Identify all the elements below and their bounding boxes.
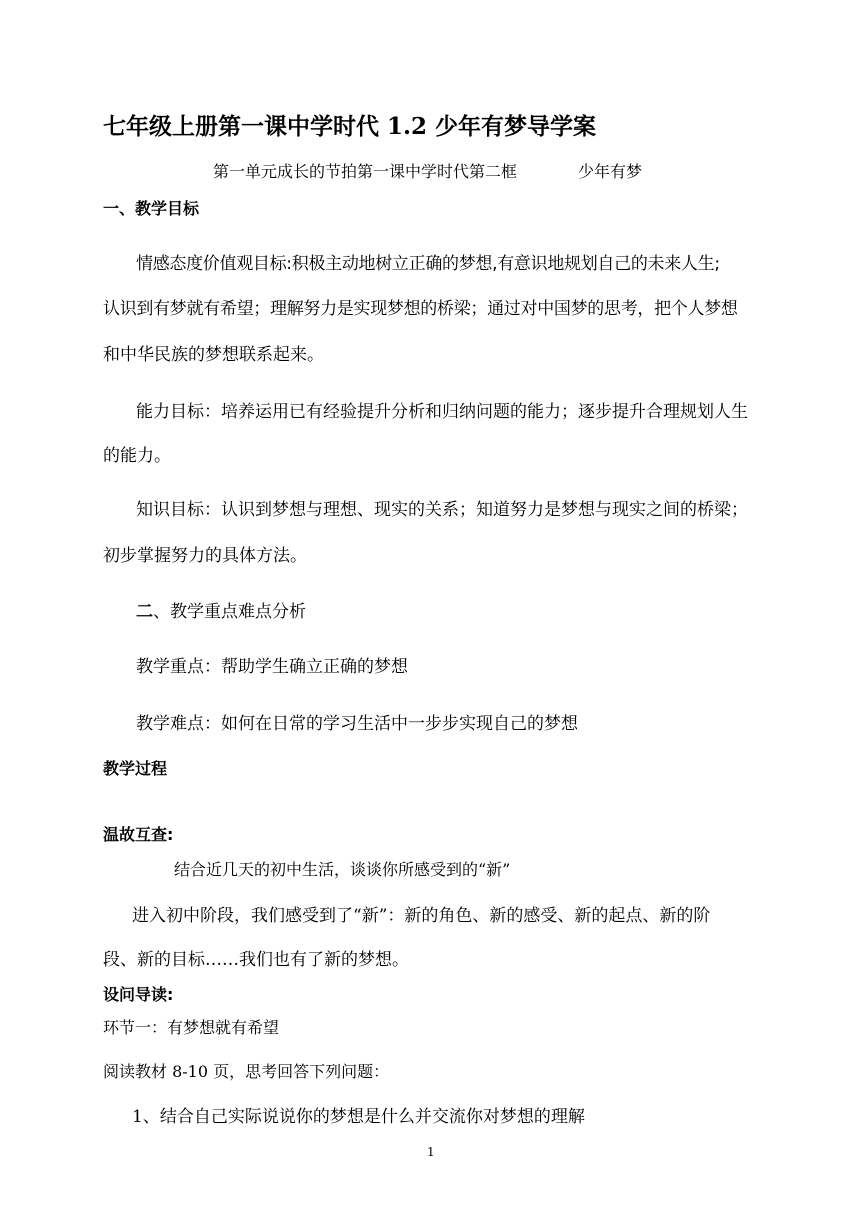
subtitle-lesson: 少年有梦 bbox=[578, 162, 643, 181]
part1-heading: 环节一：有梦想就有希望 bbox=[103, 1018, 280, 1037]
goal-ability-line2: 的能力。 bbox=[103, 446, 171, 466]
document-title: 七年级上册第一课中学时代 1.2 少年有梦导学案 bbox=[103, 113, 597, 140]
goal-emotion-line3: 和中华民族的梦想联系起来。 bbox=[103, 345, 324, 365]
goal-knowledge-line2: 初步掌握努力的具体方法。 bbox=[103, 546, 307, 566]
guide-heading: 设问导读: bbox=[103, 985, 174, 1004]
key-point: 教学重点：帮助学生确立正确的梦想 bbox=[136, 657, 408, 677]
goal-emotion-line2: 认识到有梦就有希望；理解努力是实现梦想的桥梁；通过对中国梦的思考，把个人梦想 bbox=[103, 299, 738, 319]
section-heading-goals: 一、教学目标 bbox=[103, 199, 200, 218]
review-answer-line1: 进入初中阶段，我们感受到了“新”：新的角色、新的感受、新的起点、新的阶 bbox=[132, 906, 711, 926]
section-heading-text: 、教学重点难点分析 bbox=[153, 602, 306, 622]
goal-knowledge-line1: 知识目标：认识到梦想与理想、现实的关系；知道努力是梦想与现实之间的桥梁； bbox=[136, 500, 748, 520]
subtitle-unit: 第一单元成长的节拍第一课中学时代第二框 bbox=[213, 162, 518, 181]
process-heading: 教学过程 bbox=[103, 759, 168, 778]
page-number: 1 bbox=[427, 1145, 435, 1159]
difficult-point: 教学难点：如何在日常的学习生活中一步步实现自己的梦想 bbox=[136, 714, 578, 734]
reading-task: 阅读教材 8-10 页，思考回答下列问题： bbox=[103, 1062, 390, 1081]
goal-ability-line1: 能力目标：培养运用已有经验提升分析和归纳问题的能力；逐步提升合理规划人生 bbox=[136, 402, 748, 422]
section-heading-keypoints bbox=[136, 604, 306, 621]
review-heading: 温故互查: bbox=[103, 825, 174, 844]
section-number: 二 bbox=[136, 602, 153, 622]
review-answer-line2: 段、新的目标……我们也有了新的梦想。 bbox=[103, 950, 409, 970]
goal-emotion-line1: 情感态度价值观目标:积极主动地树立正确的梦想,有意识地规划自己的未来人生; bbox=[136, 254, 720, 274]
question-1: 1、结合自己实际说说你的梦想是什么并交流你对梦想的理解 bbox=[132, 1107, 585, 1127]
review-prompt: 结合近几天的初中生活，谈谈你所感受到的“新” bbox=[174, 860, 511, 879]
